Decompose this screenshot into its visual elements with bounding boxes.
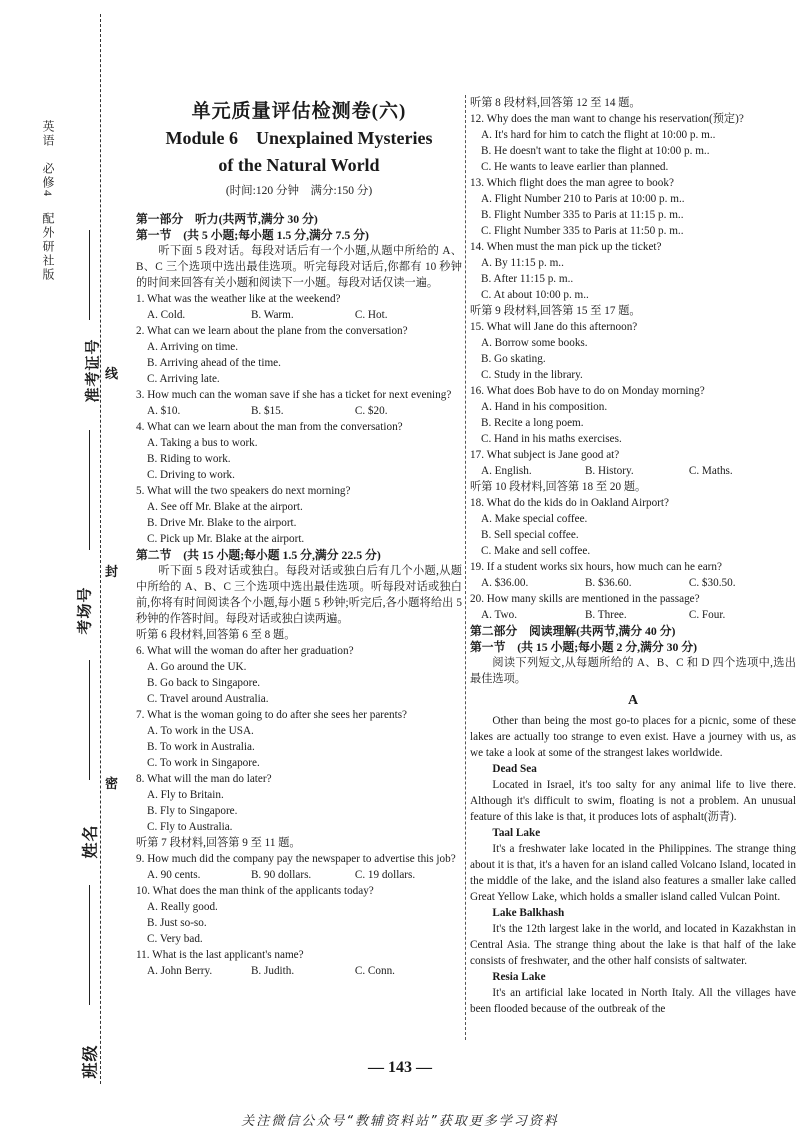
question-18: 18. What do the kids do in Oakland Airport? bbox=[470, 497, 669, 509]
option-b: B. Three. bbox=[584, 609, 627, 621]
lake-paragraph: It's a freshwater lake located in the Philippines. The strange thing about it is that, it's a haven for an island called Volcano Island, located in the middle of the lake, and the island also features a smaller lake called Great Yellow Lake, which holds a smaller island called Vulcan Point. bbox=[470, 843, 796, 903]
option-c: C. Hand in his maths exercises. bbox=[481, 433, 622, 445]
question-9: 9. How much did the company pay the newspaper to advertise this job? bbox=[136, 853, 456, 865]
name-label: 姓名 bbox=[82, 824, 100, 859]
option-b: B. Just so-so. bbox=[147, 917, 207, 929]
option-b: B. After 11:15 p. m.. bbox=[481, 273, 574, 285]
option-a: A. Really good. bbox=[147, 901, 218, 913]
left-column bbox=[136, 95, 462, 979]
material-6-note: 听第 6 段材料,回答第 6 至 8 题。 bbox=[136, 629, 296, 641]
question-3: 3. How much can the woman save if she has a ticket for next evening? bbox=[136, 389, 452, 401]
option-a: A. Arriving on time. bbox=[147, 341, 239, 353]
time-info: (时间:120 分钟 满分:150 分) bbox=[225, 185, 373, 197]
option-c: C. Travel around Australia. bbox=[147, 693, 269, 705]
option-b: B. Arriving ahead of the time. bbox=[147, 357, 281, 369]
option-b: B. Recite a long poem. bbox=[481, 417, 584, 429]
question-13: 13. Which flight does the man agree to book? bbox=[470, 177, 674, 189]
question-14: 14. When must the man pick up the ticket? bbox=[470, 241, 662, 253]
option-b: B. Sell special coffee. bbox=[481, 529, 579, 541]
option-a: A. Taking a bus to work. bbox=[147, 437, 258, 449]
option-c: C. He wants to leave earlier than planned. bbox=[481, 161, 669, 173]
material-10-note: 听第 10 段材料,回答第 18 至 20 题。 bbox=[470, 481, 647, 493]
option-a: A. By 11:15 p. m.. bbox=[481, 257, 564, 269]
option-a: A. Two. bbox=[481, 609, 517, 621]
part2-heading: 第二部分 阅读理解(共两节,满分 40 分) bbox=[470, 624, 676, 638]
ticket-line bbox=[89, 230, 90, 320]
room-line bbox=[89, 430, 90, 550]
lake-heading: Lake Balkhash bbox=[492, 907, 565, 919]
option-c: C. To work in Singapore. bbox=[147, 757, 260, 769]
seal-char-seal: 封 bbox=[105, 558, 118, 583]
lake-heading: Dead Sea bbox=[492, 763, 537, 775]
title-english-line2: of the Natural World bbox=[218, 155, 380, 175]
option-c: C. Pick up Mr. Blake at the airport. bbox=[147, 533, 305, 545]
option-a: A. Flight Number 210 to Paris at 10:00 p. m.. bbox=[481, 193, 685, 205]
option-b: B. History. bbox=[584, 465, 634, 477]
option-c: C. Arriving late. bbox=[147, 373, 220, 385]
option-c: C. Hot. bbox=[354, 309, 388, 321]
question-17: 17. What subject is Jane good at? bbox=[470, 449, 620, 461]
option-c: C. Four. bbox=[688, 609, 726, 621]
question-2: 2. What can we learn about the plane from the conversation? bbox=[136, 325, 408, 337]
option-a: A. It's hard for him to catch the flight at 10:00 p. m.. bbox=[481, 129, 716, 141]
option-c: C. $20. bbox=[354, 405, 388, 417]
part2-section1-heading: 第一节 (共 15 小题;每小题 2 分,满分 30 分) bbox=[470, 640, 698, 654]
material-9-note: 听第 9 段材料,回答第 15 至 17 题。 bbox=[470, 305, 641, 317]
option-c: C. Driving to work. bbox=[147, 469, 235, 481]
option-c: C. Very bad. bbox=[147, 933, 203, 945]
option-a: A. Go around the UK. bbox=[147, 661, 247, 673]
question-4: 4. What can we learn about the man from the conversation? bbox=[136, 421, 403, 433]
name-line bbox=[89, 660, 90, 780]
part2-section1-instructions: 阅读下列短文,从每题所给的 A、B、C 和 D 四个选项中,选出最佳选项。 bbox=[470, 657, 796, 685]
option-c: C. Study in the library. bbox=[481, 369, 583, 381]
option-c: C. Make and sell coffee. bbox=[481, 545, 591, 557]
options-3 bbox=[136, 403, 462, 419]
lake-heading: Taal Lake bbox=[492, 827, 541, 839]
option-a: A. $36.00. bbox=[481, 577, 529, 589]
option-b: B. 90 dollars. bbox=[250, 869, 312, 881]
option-a: A. John Berry. bbox=[147, 965, 213, 977]
options-20 bbox=[470, 607, 796, 623]
page-number: — 143 — bbox=[368, 1059, 432, 1076]
option-a: A. Hand in his composition. bbox=[481, 401, 608, 413]
question-20: 20. How many skills are mentioned in the passage? bbox=[470, 593, 700, 605]
column-divider bbox=[465, 95, 466, 1040]
class-label: 班级 bbox=[82, 1044, 100, 1079]
option-b: B. $15. bbox=[250, 405, 284, 417]
question-10: 10. What does the man think of the applicants today? bbox=[136, 885, 374, 897]
option-b: B. Drive Mr. Blake to the airport. bbox=[147, 517, 297, 529]
lake-paragraph: It's the 12th largest lake in the world, and located in Kazakhstan in Central Asia. The strange thing about the lake is that half of the lake consists of freshwater, and the other half consists of saltwater. bbox=[470, 923, 796, 967]
question-19: 19. If a student works six hours, how much can he earn? bbox=[470, 561, 722, 573]
option-b: B. He doesn't want to take the flight at 10:00 p. m.. bbox=[481, 145, 710, 157]
option-a: A. 90 cents. bbox=[147, 869, 201, 881]
footer-note: 关注微信公众号“教辅资料站”获取更多学习资料 bbox=[241, 1114, 559, 1129]
material-7-note: 听第 7 段材料,回答第 9 至 11 题。 bbox=[136, 837, 301, 849]
options-19 bbox=[470, 575, 796, 591]
question-11: 11. What is the last applicant's name? bbox=[136, 949, 304, 961]
passage-intro: Other than being the most go-to places for a picnic, some of these lakes are actually too strange to even exist. Have a journey with us, as we take a look at some of the strangest lakes worldwide. bbox=[470, 715, 796, 759]
option-c: C. 19 dollars. bbox=[354, 869, 416, 881]
option-a: A. To work in the USA. bbox=[147, 725, 254, 737]
material-8-note: 听第 8 段材料,回答第 12 至 14 题。 bbox=[470, 97, 641, 109]
option-a: A. Fly to Britain. bbox=[147, 789, 224, 801]
option-b: B. Riding to work. bbox=[147, 453, 231, 465]
lake-paragraph: It's an artificial lake located in North Italy. All the villages have been flooded because of the outbreak of the bbox=[470, 987, 796, 1015]
option-c: C. $30.50. bbox=[688, 577, 736, 589]
question-15: 15. What will Jane do this afternoon? bbox=[470, 321, 638, 333]
question-6: 6. What will the woman do after her graduation? bbox=[136, 645, 354, 657]
part1-section2-instructions: 听下面 5 段对话或独白。每段对话或独白后有几个小题,从题中所给的 A、B、C 三个选项中选出最佳选项。听每段对话或独白前,你将有时间阅读各个小题,每小题 5 秒钟;听完后,各小题将给出 5 秒钟的作答时间。每段对话或独白读两遍。 bbox=[136, 565, 462, 625]
option-a: A. $10. bbox=[147, 405, 181, 417]
question-5: 5. What will the two speakers do next morning? bbox=[136, 485, 351, 497]
option-c: C. Fly to Australia. bbox=[147, 821, 233, 833]
title-english-line1: Module 6 Unexplained Mysteries bbox=[165, 128, 433, 148]
question-16: 16. What does Bob have to do on Monday morning? bbox=[470, 385, 705, 397]
option-b: B. Go skating. bbox=[481, 353, 546, 365]
part1-section2-heading: 第二节 (共 15 小题;每小题 1.5 分,满分 22.5 分) bbox=[136, 548, 381, 562]
title-chinese: 单元质量评估检测卷(六) bbox=[191, 101, 407, 122]
options-1 bbox=[136, 307, 462, 323]
class-line bbox=[89, 885, 90, 1005]
room-label: 考场号 bbox=[77, 586, 94, 635]
part1-heading: 第一部分 听力(共两节,满分 30 分) bbox=[136, 212, 318, 226]
option-b: B. Fly to Singapore. bbox=[147, 805, 238, 817]
option-b: B. Judith. bbox=[250, 965, 295, 977]
option-b: B. Warm. bbox=[250, 309, 294, 321]
part1-section1-heading: 第一节 (共 5 小题;每小题 1.5 分,满分 7.5 分) bbox=[136, 228, 369, 242]
option-b: B. Flight Number 335 to Paris at 11:15 p. m.. bbox=[481, 209, 684, 221]
option-a: A. Cold. bbox=[147, 309, 186, 321]
option-c: C. Conn. bbox=[354, 965, 395, 977]
option-c: C. Maths. bbox=[688, 465, 733, 477]
binding-dashed-line bbox=[100, 14, 101, 1084]
option-b: B. $36.60. bbox=[584, 577, 632, 589]
option-a: A. See off Mr. Blake at the airport. bbox=[147, 501, 303, 513]
question-8: 8. What will the man do later? bbox=[136, 773, 272, 785]
option-a: A. English. bbox=[481, 465, 532, 477]
binding-strip bbox=[0, 0, 120, 1100]
option-c: C. At about 10:00 p. m.. bbox=[481, 289, 589, 301]
right-column bbox=[470, 95, 796, 1017]
option-b: B. To work in Australia. bbox=[147, 741, 255, 753]
question-12: 12. Why does the man want to change his reservation(预定)? bbox=[470, 113, 744, 125]
lake-paragraph: Located in Israel, it's too salty for any animal life to live there. Although it's difficult to swim, floating is not a problem. An unusual feature of this lake is that, it produces lots of asphalt(沥青). bbox=[470, 779, 796, 823]
options-9 bbox=[136, 867, 462, 883]
question-7: 7. What is the woman going to do after she sees her parents? bbox=[136, 709, 408, 721]
option-a: A. Make special coffee. bbox=[481, 513, 588, 525]
ticket-label: 准考证号 bbox=[85, 338, 102, 403]
seal-char-secret: 密 bbox=[105, 770, 118, 795]
options-11 bbox=[136, 963, 462, 979]
passage-letter: A bbox=[627, 693, 639, 708]
lake-heading: Resia Lake bbox=[492, 971, 546, 983]
question-1: 1. What was the weather like at the weekend? bbox=[136, 293, 341, 305]
option-a: A. Borrow some books. bbox=[481, 337, 588, 349]
part1-section1-instructions: 听下面 5 段对话。每段对话后有一个小题,从题中所给的 A、B、C 三个选项中选出最佳选项。听完每段对话后,你都有 10 秒钟的时间来回答有关小题和阅读下一小题。每段对话仅读一遍。 bbox=[136, 245, 462, 289]
seal-char-line: 线 bbox=[105, 360, 118, 385]
option-c: C. Flight Number 335 to Paris at 11:50 p. m.. bbox=[481, 225, 684, 237]
options-17 bbox=[470, 463, 796, 479]
publisher-info: 英语 必修4 配外研社版 bbox=[41, 120, 55, 282]
option-b: B. Go back to Singapore. bbox=[147, 677, 261, 689]
